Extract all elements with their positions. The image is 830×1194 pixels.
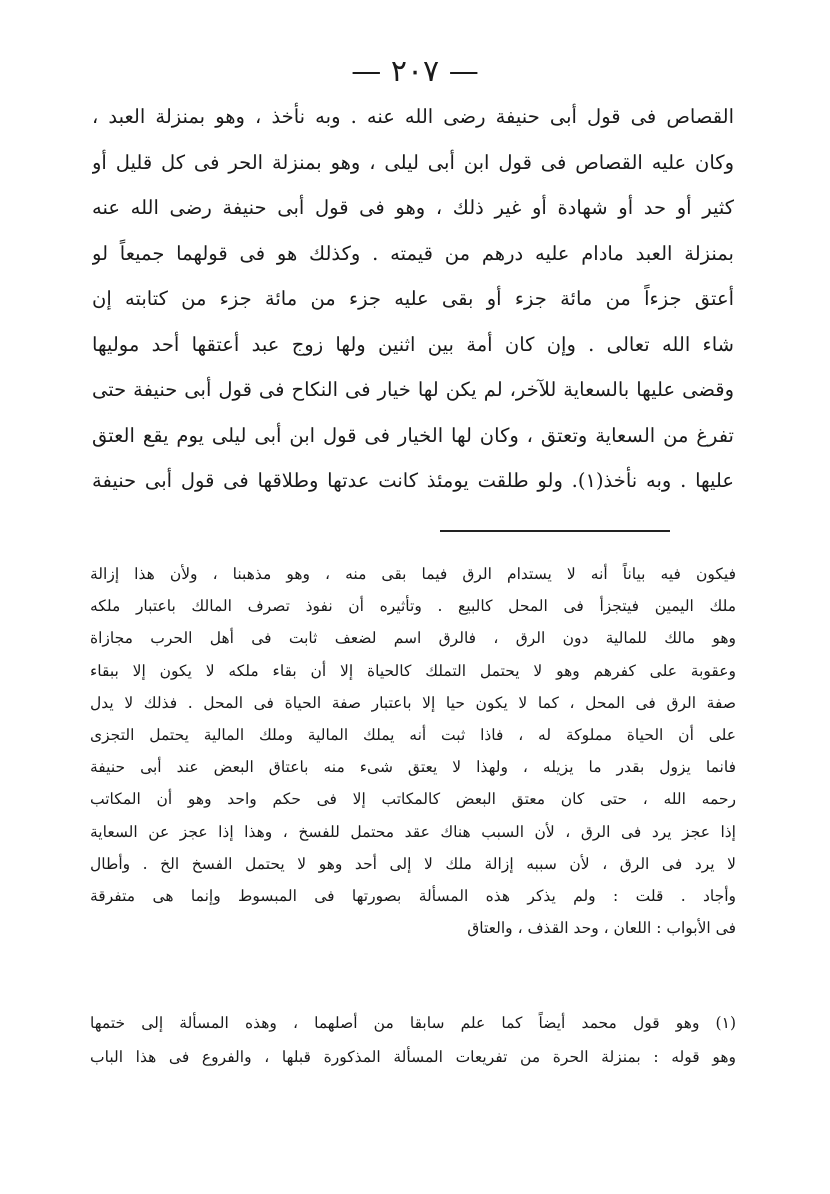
note-line: ملك اليمين فيتجزأ فى المحل كالبيع . وتأثيره أن نفوذ تصرف المالك باعتبار ملكه xyxy=(90,597,736,616)
main-text-line: وقضى عليها بالسعاية للآخر، لم يكن لها خيار فى النكاح فى قول أبى حنيفة حتى xyxy=(92,378,734,401)
main-text-line: شاء الله تعالى . وإن كان أمة بين اثنين ولها زوج عبد أعتقها أحد موليها xyxy=(92,332,734,356)
note-line: إذا عجز يرد فى الرق ، لأن السبب هناك عقد محتمل للفسخ ، وهذا إذا عجز عن السعاية xyxy=(90,822,736,841)
note-line: وأجاد . قلت : ولم يذكر هذه المسألة بصورتها فى المبسوط وإنما هى متفرقة xyxy=(90,886,736,905)
main-text-line: القصاص فى قول أبى حنيفة رضى الله عنه . وبه نأخذ ، وهو بمنزلة العبد ، xyxy=(92,105,734,128)
main-text-line: عليها . وبه نأخذ(١). ولو طلقت يومئذ كانت عدتها وطلاقها فى قول أبى حنيفة xyxy=(92,469,734,492)
main-text-line: تفرغ من السعاية وتعتق ، وكان لها الخيار فى قول ابن أبى ليلى يوم يقع العتق xyxy=(92,423,734,447)
note-line: رحمه الله ، حتى كان معتق البعض كالمكاتب إلا فى حكم واحد وهو أن المكاتب xyxy=(90,790,736,809)
footnote-line: (١) وهو قول محمد أيضاً كما علم سابقا من أصلهما ، وهذه المسألة إلى ختمها xyxy=(90,1014,736,1032)
main-text-line: أعتق جزءاً من مائة جزء أو بقى عليه جزء من مائة جزء من كتابته إن xyxy=(92,287,734,310)
note-line: فيكون فيه بياناً أنه لا يستدام الرق فيما بقى منه ، وهو مذهبنا ، ولأن هذا إزالة xyxy=(90,565,736,583)
note-line: صفة الرق فى المحل ، كما لا يكون حيا إلا باعتبار صفة الحياة فى المحل . فذلك لا يدل xyxy=(90,693,736,712)
commentary-notes xyxy=(90,558,736,944)
note-line: فى الأبواب : اللعان ، وحد القذف ، والعتاق xyxy=(467,919,736,938)
note-line: وهو مالك للمالية دون الرق ، فالرق اسم لضعف ثابت فى أهل الحرب مجازاة xyxy=(90,629,736,648)
note-line: على أن الحياة مملوكة له ، فاذا ثبت أنه يملك المالية وملك المالية يحتمل التجزى xyxy=(90,725,736,744)
note-line: وعقوبة على كفرهم وهو لا يحتمل التملك كالحياة إلا أن بقاء ملكه لا يكون إلا ببقاء xyxy=(90,661,736,680)
page-number: — ٢٠٧ — xyxy=(351,54,479,89)
footnotes xyxy=(90,1006,736,1074)
main-text-line: بمنزلة العبد مادام عليه درهم من قيمته . وكذلك هو فى قولهما جميعاً لو xyxy=(92,241,734,265)
main-text-line: كثير أو حد أو شهادة أو غير ذلك ، وهو فى قول أبى حنيفة رضى الله عنه xyxy=(92,196,734,219)
footnote-divider xyxy=(440,530,670,532)
note-line: لا يرد فى الرق ، لأن سببه إزالة ملك لا إلى أحد وهو لا يحتمل الفسخ الخ . وأطال xyxy=(90,854,736,873)
footnote-line: وهو قوله : بمنزلة الحرة من تفريعات المسألة المذكورة قبلها ، والفروع فى هذا الباب xyxy=(90,1048,736,1066)
note-line: فانما يزول بقدر ما يزيله ، ولهذا لا يعتق شىء منه باعتاق البعض عند أبى حنيفة xyxy=(90,758,736,777)
main-text-line: وكان عليه القصاص فى قول ابن أبى ليلى ، وهو بمنزلة الحر فى كل قليل أو xyxy=(92,150,734,174)
main-text xyxy=(92,94,734,504)
